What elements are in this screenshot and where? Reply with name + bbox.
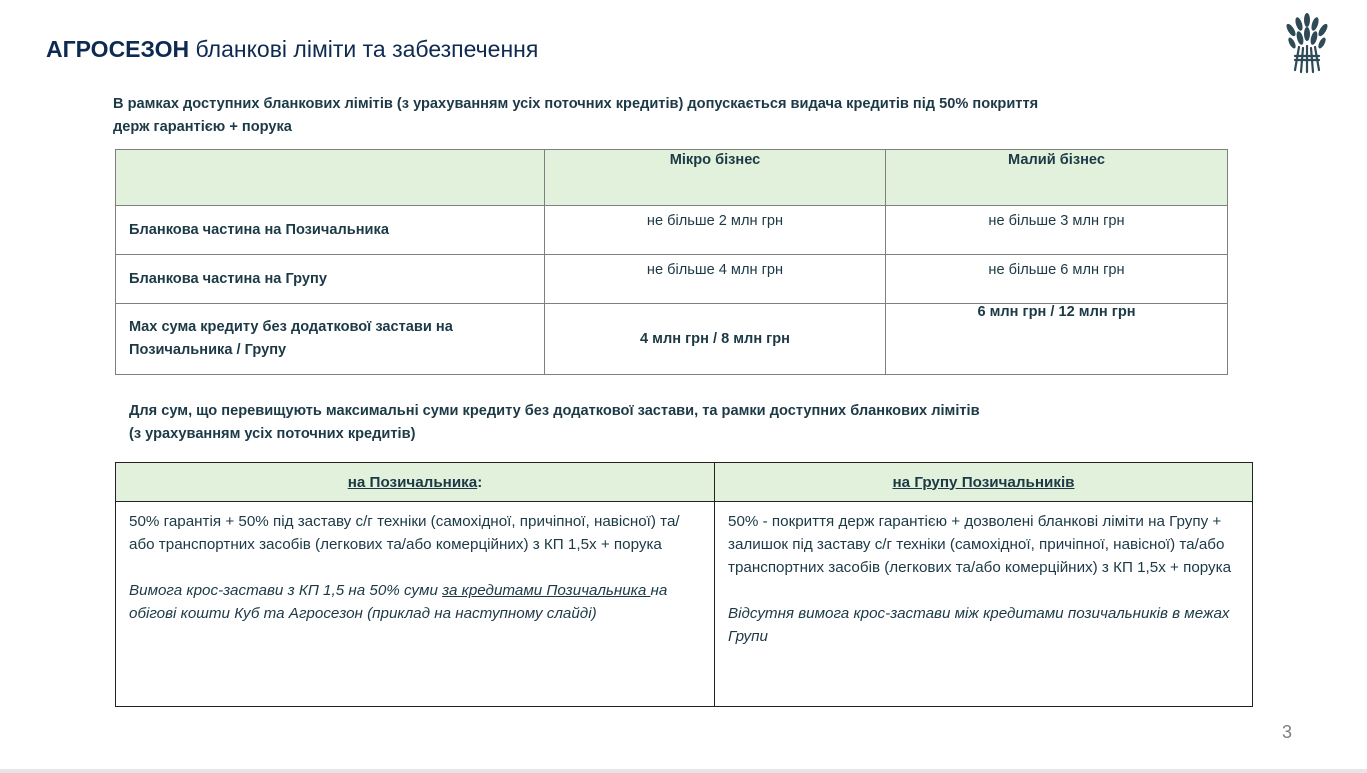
header-small-business: Малий бізнес [886, 150, 1228, 206]
wheat-sheaf-icon [1281, 10, 1333, 76]
micro-value: не більше 4 млн грн [545, 255, 886, 304]
micro-value: не більше 2 млн грн [545, 206, 886, 255]
borrower-requirement [129, 579, 701, 625]
row-label-line-1: Max сума кредиту без додаткової застави на [129, 319, 453, 335]
table-row [116, 255, 1228, 304]
small-value: не більше 6 млн грн [886, 255, 1228, 304]
header-borrower [116, 463, 715, 502]
header-group [715, 463, 1253, 502]
slide-title [46, 36, 538, 63]
excess-note-line-1: Для сум, що перевищують максимальні суми кредиту без додаткової застави, та рамки доступних бланкових лімітів [129, 403, 980, 419]
intro-line-1: В рамках доступних бланкових лімітів (з урахуванням усіх поточних кредитів) допускається видача кредитів під 50% покриття [113, 96, 1039, 112]
borrower-req-part-b: на обігові кошти Куб та Агросезон (приклад на наступному слайді) [129, 582, 668, 622]
small-value: не більше 3 млн грн [886, 206, 1228, 255]
table-row [116, 502, 1253, 707]
title-rest: бланкові ліміти та забезпечення [189, 36, 539, 62]
small-value-text: 6 млн грн / 12 млн грн [977, 304, 1136, 320]
row-label-line-2: Позичальника / Групу [129, 342, 287, 358]
group-cell [715, 502, 1253, 707]
borrower-req-underlined: за кредитами Позичальника [442, 582, 651, 599]
limits-table [115, 149, 1228, 375]
borrower-req-part-a: Вимога крос-застави з КП 1,5 на 50% суми [129, 582, 443, 599]
table-row [116, 206, 1228, 255]
group-requirement: Відсутня вимога крос-застави між кредитами позичальників в межах Групи [728, 605, 1230, 645]
small-value [886, 304, 1228, 375]
collateral-table-header [116, 463, 1253, 502]
borrower-terms: 50% гарантія + 50% під заставу с/г техніки (самохідної, причіпної, навісної) та/або транспортних засобів (легкових та/або комерційних) з КП 1,5х + порука [129, 513, 680, 553]
header-micro-business: Мікро бізнес [545, 150, 886, 206]
limits-table-header [116, 150, 1228, 206]
intro-text [113, 93, 1223, 139]
row-label [116, 304, 545, 375]
row-label: Бланкова частина на Групу [116, 255, 545, 304]
group-terms: 50% - покриття держ гарантією + дозволені бланкові ліміти на Групу + залишок під заставу с/г техніки (самохідної, причіпної, навісної) та/або транспортних засобів (легкових та/або комерційних) з КП 1,5х + порука [728, 513, 1232, 576]
title-brand: АГРОСЕЗОН [46, 36, 190, 62]
header-borrower-label: на Позичальника [347, 473, 478, 491]
page-number: 3 [1282, 722, 1293, 742]
excess-note [129, 400, 1239, 446]
header-group-label: на Групу Позичальників [892, 473, 1075, 491]
excess-note-line-2: (з урахуванням усіх поточних кредитів) [129, 426, 416, 442]
header-empty [116, 150, 545, 206]
bottom-divider [0, 769, 1367, 773]
intro-line-2: держ гарантією + порука [113, 119, 292, 135]
row-label: Бланкова частина на Позичальника [116, 206, 545, 255]
header-borrower-colon: : [477, 473, 483, 491]
micro-value: 4 млн грн / 8 млн грн [545, 304, 886, 375]
borrower-cell [116, 502, 715, 707]
collateral-table [115, 462, 1253, 707]
table-row [116, 304, 1228, 375]
